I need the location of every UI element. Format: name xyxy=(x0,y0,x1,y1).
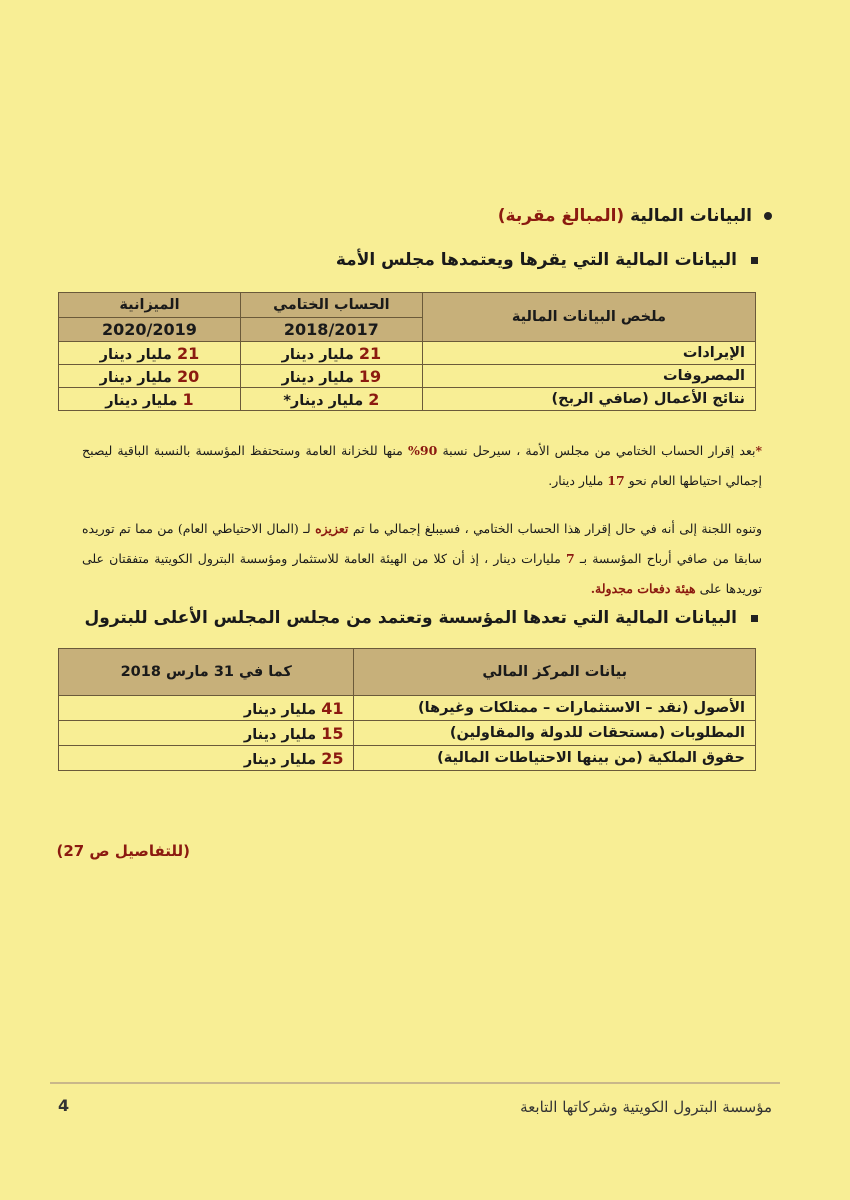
row-value: 15 مليار دينار xyxy=(59,721,354,746)
row-label: نتائج الأعمال (صافي الربح) xyxy=(422,388,755,411)
footer-divider xyxy=(50,1082,780,1084)
bullet-dot xyxy=(764,212,772,220)
col-final-year: 2018/2017 xyxy=(240,317,422,342)
row-label: المصروفات xyxy=(422,365,755,388)
main-heading-note: (المبالغ مقربة) xyxy=(497,206,625,226)
row-label: المطلوبات (مستحقات للدولة والمقاولين) xyxy=(354,721,756,746)
col-label-header: بيانات المركز المالي xyxy=(354,649,756,696)
details-reference: (للتفاصيل ص 27) xyxy=(56,842,190,860)
col-budget-year: 2020/2019 xyxy=(59,317,241,342)
row-budget-value: 1 مليار دينار xyxy=(59,388,241,411)
table-row xyxy=(59,342,756,365)
section2-title xyxy=(78,608,758,628)
row-value: 41 مليار دينار xyxy=(59,696,354,721)
table-row xyxy=(59,696,756,721)
row-label: حقوق الملكية (من بينها الاحتياطات المالية) xyxy=(354,746,756,771)
bullet-square xyxy=(751,257,758,264)
table-row xyxy=(59,365,756,388)
row-final-value: 21 مليار دينار xyxy=(240,342,422,365)
table-row xyxy=(59,746,756,771)
col-final-header: الحساب الختامي xyxy=(240,293,422,318)
col-budget-header: الميزانية xyxy=(59,293,241,318)
financial-position-table xyxy=(58,648,756,771)
main-heading-text: البيانات المالية xyxy=(630,206,752,226)
row-label: الإيرادات xyxy=(422,342,755,365)
row-final-value: 2 مليار دينار* xyxy=(240,388,422,411)
page-number: 4 xyxy=(58,1096,70,1115)
financial-summary-table xyxy=(58,292,756,411)
footer-org: مؤسسة البترول الكويتية وشركاتها التابعة xyxy=(520,1098,772,1116)
row-final-value: 19 مليار دينار xyxy=(240,365,422,388)
table-row xyxy=(59,388,756,411)
table-row xyxy=(59,721,756,746)
row-budget-value: 20 مليار دينار xyxy=(59,365,241,388)
row-budget-value: 21 مليار دينار xyxy=(59,342,241,365)
note-paragraph-2: وتنوه اللجنة إلى أنه في حال إقرار هذا الحساب الختامي ، فسيبلغ إجمالي ما تم تعزيزه لـ (المال الاحتياطي العام) من مما تم توريده سابقا من صافي أرباح المؤسسة بـ 7 مليارات دينار ، إذ أن كلا من الهيئة العامة للاستثمار ومؤسسة البترول الكويتية متفقتان على توريدها على هيئة دفعات مجدولة. xyxy=(82,521,762,596)
section1-title-text: البيانات المالية التي يقرها ويعتمدها مجلس الأمة xyxy=(335,250,737,270)
bullet-square xyxy=(751,615,758,622)
col-label-header: ملخص البيانات المالية xyxy=(422,293,755,342)
main-heading xyxy=(72,206,772,226)
row-label: الأصول (نقد – الاستثمارات – ممتلكات وغيرها) xyxy=(354,696,756,721)
section2-title-text: البيانات المالية التي تعدها المؤسسة وتعتمد من مجلس المجلس الأعلى للبترول xyxy=(84,608,737,628)
section1-title xyxy=(78,250,758,270)
row-value: 25 مليار دينار xyxy=(59,746,354,771)
note-paragraph-1: *بعد إقرار الحساب الختامي من مجلس الأمة ، سيرحل نسبة 90% منها للخزانة العامة وستحتفظ المؤسسة بالنسبة الباقية ليصبح إجمالي احتياطها العام نحو 17 مليار دينار. xyxy=(82,443,762,488)
col-value-header: كما في 31 مارس 2018 xyxy=(59,649,354,696)
